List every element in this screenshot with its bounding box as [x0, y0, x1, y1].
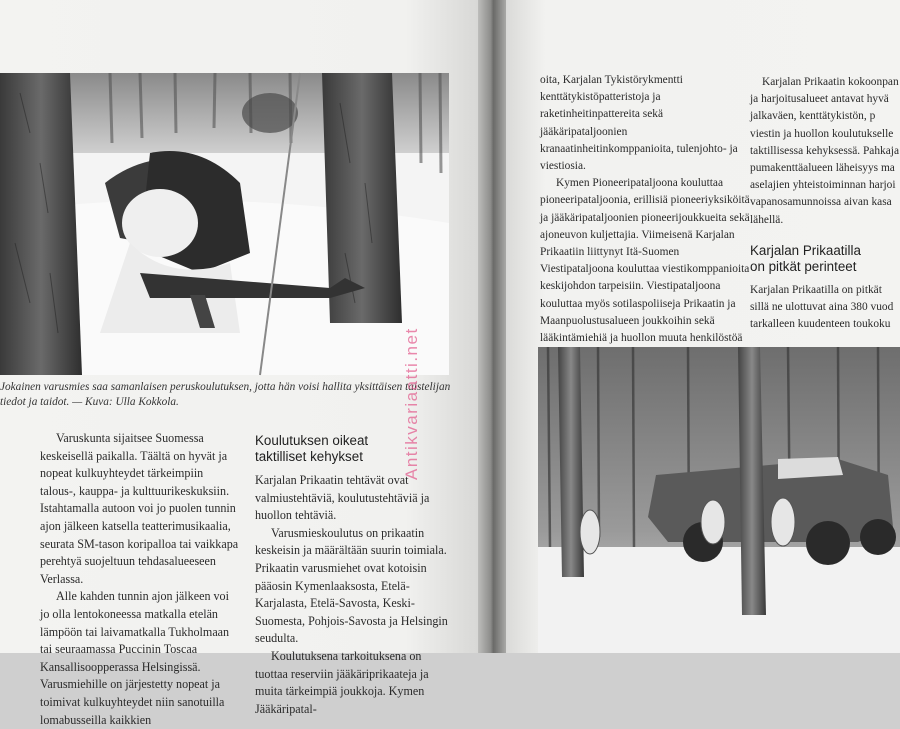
photo-caption: Jokainen varusmies saa samanlaisen peruskoulutuksen, jotta hän voisi hallita yksittäisen taistelijan tiedot ja taidot. — Kuva: Ulla Kokkola. [0, 381, 451, 408]
heading-line: Koulutuksen oikeat [255, 433, 369, 448]
paragraph: Varuskunta sijaitsee Suomessa keskeisellä paikalla. Täältä on hyvät ja nopeat kulkuyhteydet tärkeimpiin talous-, kauppa- ja kulttuurikeskuksiin. Istahtamalla autoon voi jo puolen tunnin ajon jälkeen katsella teatterimusikaalia, seurata SM-tason koripalloa tai vaikkapa perehtyä suojeltuun tehdasalueeseen Verlassa. [40, 431, 239, 586]
section-heading-traditions [750, 243, 900, 275]
heading-line: on pitkät perinteet [750, 258, 857, 274]
right-page-column-2 [750, 74, 900, 333]
paragraph: Koulutuksena tarkoituksena on tuottaa reserviin jääkäriprikaateja ja muita tärkeimpiä joukkoja. Kymen Jääkäripatal- [255, 648, 429, 716]
vehicle-photo-illustration [538, 347, 900, 653]
text-line: sillä ne ulottuvat aina 380 vuod [750, 301, 894, 314]
text-line: viestin ja huollon koulutukselle [750, 127, 894, 140]
watermark [388, 240, 428, 480]
paragraph: Varusmieskoulutus on prikaatin keskeisin ja määrältään suurin toimiala. Prikaatin varusmiehet ovat kotoisin pääosin Kymenlaaksosta, Etelä-Karjalasta, Etelä-Savosta, Keski-Suomesta, Pohjois-Savosta ja Helsingin seudulta. [255, 525, 448, 646]
text-line: vapanosamunnoissa aivan kasa [750, 196, 892, 209]
soldier-winter-photo [0, 73, 449, 375]
text-line: lähellä. [750, 213, 784, 226]
paragraph: Alle kahden tunnin ajon jälkeen voi jo olla lentokoneessa matkalla etelän lämpöön tai laivamatkalla Tukholmaan tai seuraamassa Puccinin Toscaa Kansallisoopperassa Helsingissä. Varusmiehille on järjestetty nopeat ja toimivat kulkuyhteydet niin sanotuilla lomabusseilla kaikkien [40, 589, 230, 727]
watermark-text: Antikvariaatti.net [402, 327, 421, 480]
paragraph: oita, Karjalan Tykistörykmentti kenttätykistöpatteristoja ja raketinheitinpattereita sekä jääkäripataljoonien kranaatinheitinkomppanioita, tulenjohto- ja viestiosia. [540, 74, 738, 173]
text-line: tarkalleen kuudenteen toukoku [750, 318, 891, 331]
paragraph: Karjalan Prikaatin tehtävät ovat valmiustehtäviä, koulutustehtäviä ja huollon tehtäviä. [255, 473, 430, 523]
text-line: Karjalan Prikaatilla on pitkät [750, 283, 882, 296]
armored-vehicle-photo [538, 347, 900, 653]
heading-line: taktilliset kehykset [255, 449, 363, 464]
heading-line: Karjalan Prikaatilla [750, 242, 861, 258]
paragraph [750, 74, 900, 91]
text-line: ja harjoitusalueet antavat hyvä [750, 93, 889, 106]
text-line: jalkaväen, kenttätykistön, p [750, 110, 876, 123]
right-page-column-1 [540, 72, 750, 382]
paragraph: Kymen Pioneeripataljoona kouluttaa pioneeripataljoonia, erillisiä pioneeriyksiköitä ja jääkäripataljoonien pioneerijoukkueita sekä ajoneuvon kuljettajia. Viimeisenä Karjalan Prikaatiin liittynyt Itä-Suomen Viestipataljoona kouluttaa viestikomppanioita keskijohdon tarpeisiin. Viestipataljoona kouluttaa myös sotilaspoliiseja Prikaatin ja Maanpuolustusalueen joukkoihin sekä lääkintämiehiä ja huollon muuta henkilöstöä [540, 177, 750, 345]
text-line: Karjalan Prikaatin kokoonpan [762, 76, 899, 88]
text-line: taktillisessa kehyksessä. Pahkaja [750, 144, 899, 157]
text-line: aselajien yhteistoiminnan harjoi [750, 179, 896, 192]
book-gutter [478, 0, 506, 653]
left-page-column-1 [40, 430, 240, 729]
right-page [506, 0, 900, 653]
text-line: pumakenttäalueen läheisyys ma [750, 162, 895, 175]
soldier-photo-illustration [0, 73, 449, 375]
